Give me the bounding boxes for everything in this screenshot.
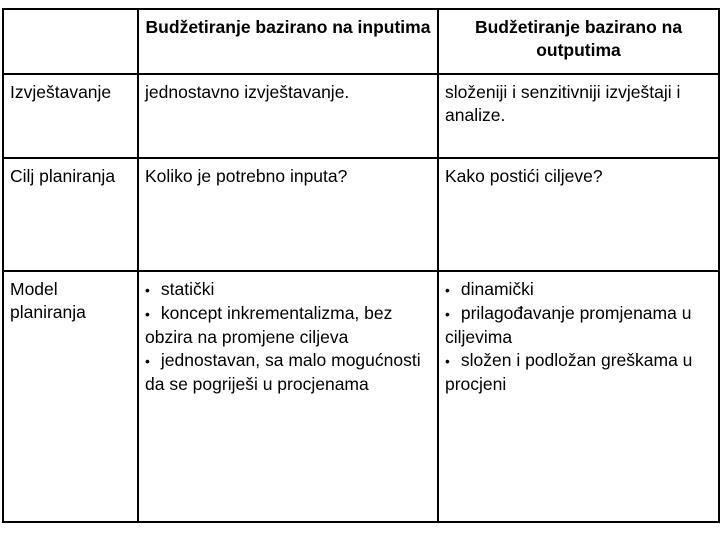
inputs-bullet-list <box>145 278 431 396</box>
table-row <box>3 74 719 158</box>
bullet-icon: • <box>145 353 150 369</box>
list-item <box>445 278 712 302</box>
list-item <box>145 302 431 349</box>
table-row <box>3 271 719 522</box>
table-row <box>3 158 719 271</box>
list-item-text: jednostavan, sa malo mogućnosti da se pogriješi u procjenama <box>145 350 421 394</box>
header-row <box>3 9 719 74</box>
list-item <box>445 302 712 349</box>
cell-inputs: Koliko je potrebno inputa? <box>138 158 438 271</box>
list-item <box>445 349 712 396</box>
comparison-table <box>2 8 720 523</box>
bullet-icon: • <box>445 282 450 298</box>
list-item <box>145 278 431 302</box>
list-item-text: dinamički <box>460 279 534 299</box>
list-item-text: prilagođavanje promjenama u ciljevima <box>445 303 692 347</box>
header-inputs: Budžetiranje bazirano na inputima <box>138 9 438 74</box>
cell-inputs: jednostavno izvještavanje. <box>138 74 438 158</box>
bullet-icon: • <box>145 306 150 322</box>
cell-outputs-list <box>438 271 719 522</box>
outputs-bullet-list <box>445 278 712 396</box>
cell-outputs: Kako postići ciljeve? <box>438 158 719 271</box>
cell-inputs-list <box>138 271 438 522</box>
cell-outputs: složeniji i senzitivniji izvještaji i analize. <box>438 74 719 158</box>
list-item-text: složen i podložan greškama u procjeni <box>445 350 693 394</box>
row-label: Model planiranja <box>3 271 138 522</box>
list-item-text: koncept inkrementalizma, bez obzira na promjene ciljeva <box>145 303 393 347</box>
row-label: Izvještavanje <box>3 74 138 158</box>
header-empty-cell <box>3 9 138 74</box>
bullet-icon: • <box>145 282 150 298</box>
list-item <box>145 349 431 396</box>
list-item-text: statički <box>160 279 215 299</box>
header-outputs: Budžetiranje bazirano na outputima <box>438 9 719 74</box>
bullet-icon: • <box>445 353 450 369</box>
row-label: Cilj planiranja <box>3 158 138 271</box>
bullet-icon: • <box>445 306 450 322</box>
